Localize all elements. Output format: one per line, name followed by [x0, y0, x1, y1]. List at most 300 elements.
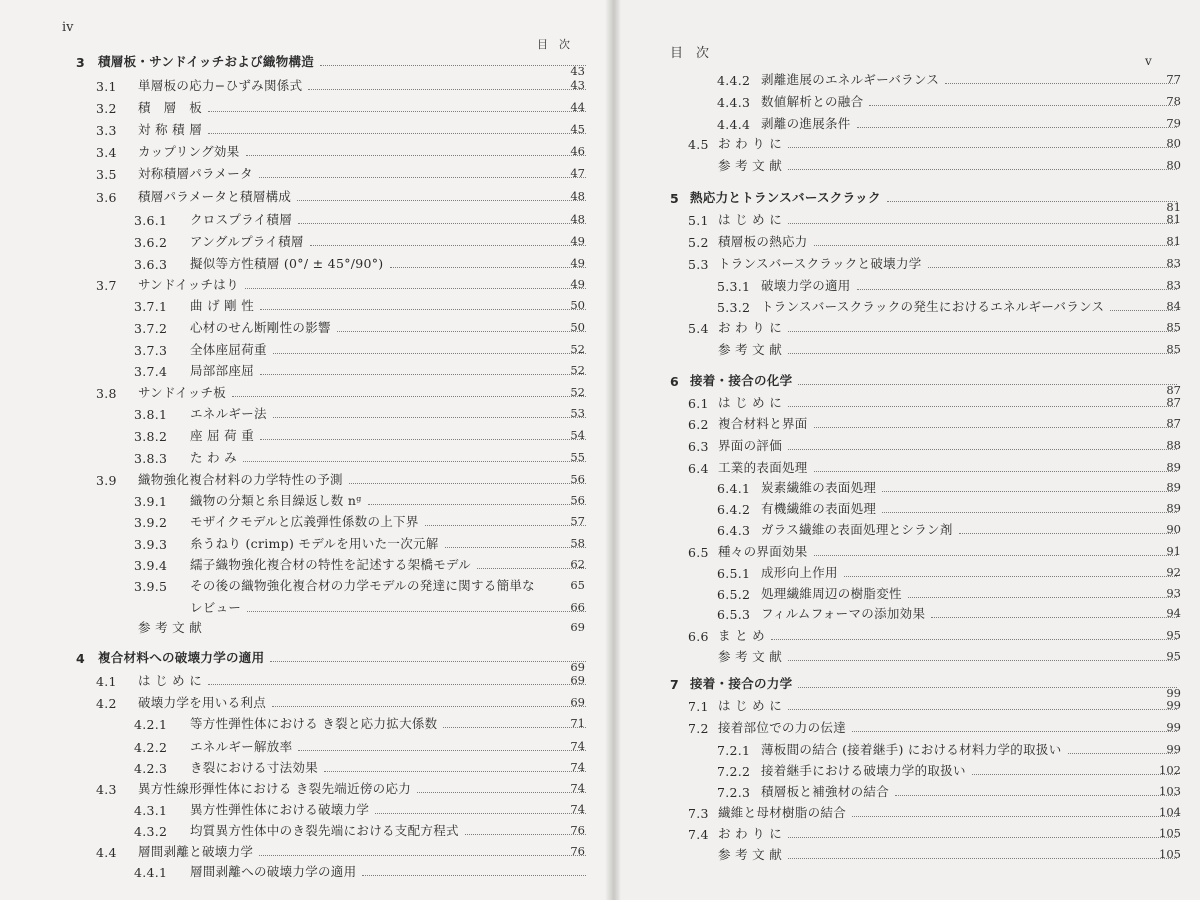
- toc-page-number: 74: [570, 739, 585, 753]
- toc-entry-title: 積層板と補強材の結合: [761, 784, 890, 799]
- toc-entry-title: サンドイッチはり: [138, 277, 239, 292]
- dot-leader: [908, 597, 1177, 598]
- toc-entry: [717, 110, 1177, 132]
- toc-entry-title: ま と め: [718, 628, 765, 643]
- toc-entry-number: 6.4.3: [717, 523, 751, 538]
- toc-page-number: 74: [570, 802, 585, 816]
- toc-entry: [134, 710, 586, 732]
- toc-entry: [688, 206, 1177, 228]
- toc-entry: [96, 183, 586, 205]
- toc-entry-number: 4.5: [688, 137, 709, 152]
- toc-entry-title: トランスバースクラックの発生におけるエネルギーバランス: [761, 299, 1105, 314]
- toc-entry-title: 薄板間の結合 (接着継手) における材料力学的取扱い: [761, 742, 1062, 757]
- dot-leader: [245, 288, 586, 289]
- toc-page-number: 54: [570, 428, 585, 442]
- toc-entry: [688, 250, 1177, 272]
- toc-entry-title: 成形向上作用: [761, 565, 838, 580]
- toc-page-number: 88: [1166, 438, 1181, 452]
- dot-leader: [272, 706, 586, 707]
- toc-entry: [96, 138, 586, 160]
- toc-page-number: 57: [570, 514, 585, 528]
- toc-entry: [134, 336, 586, 358]
- toc-entry: [96, 271, 586, 293]
- dot-leader: [247, 611, 586, 612]
- toc-entry: [717, 293, 1177, 315]
- toc-entry-title: た わ み: [190, 450, 237, 465]
- toc-entry-title: 積 層 板: [138, 100, 203, 115]
- toc-entry-number: 4.3: [96, 782, 117, 797]
- dot-leader: [788, 449, 1177, 450]
- toc-entry: [134, 228, 586, 250]
- toc-entry-title: 対 称 積 層: [138, 122, 203, 137]
- toc-entry-number: 3.7.2: [134, 321, 168, 336]
- dot-leader: [232, 396, 586, 397]
- dot-leader: [814, 427, 1177, 428]
- toc-entry-title: 織物の分類と糸目繰返し数 nᵍ: [190, 493, 362, 508]
- toc-page-number: 87: [1166, 395, 1181, 409]
- toc-page-number: 83: [1166, 256, 1181, 270]
- toc-entry-number: 7: [670, 677, 679, 692]
- dot-leader: [852, 816, 1177, 817]
- toc-entry: [688, 538, 1177, 560]
- toc-entry-number: 6.2: [688, 417, 709, 432]
- right-page: [621, 0, 1200, 900]
- toc-page-number: 53: [570, 406, 585, 420]
- toc-entry: [717, 600, 1177, 622]
- dot-leader: [320, 65, 586, 66]
- toc-page-number: 87: [1166, 383, 1181, 397]
- toc-page-number: 74: [570, 781, 585, 795]
- toc-page-number: 80: [1166, 136, 1181, 150]
- toc-entry-title: 対称積層パラメータ: [138, 166, 253, 181]
- toc-entry: [134, 487, 586, 509]
- toc-entry-number: 3.3: [96, 123, 117, 138]
- toc-page-number: 89: [1166, 480, 1181, 494]
- toc-page-number: 58: [570, 536, 585, 550]
- toc-entry-number: 3.6.3: [134, 257, 168, 272]
- toc-page-number: 69: [570, 620, 585, 634]
- toc-entry: [134, 754, 586, 776]
- dot-leader: [259, 177, 586, 178]
- toc-entry-number: 6.5.3: [717, 607, 751, 622]
- toc-page-number: 95: [1166, 628, 1181, 642]
- toc-entry-number: 3.7: [96, 278, 117, 293]
- toc-page-number: 89: [1166, 501, 1181, 515]
- toc-entry: [96, 466, 586, 488]
- toc-entry: [688, 714, 1177, 736]
- toc-entry: [134, 422, 586, 444]
- book-gutter: [605, 0, 621, 900]
- toc-entry-number: 7.4: [688, 827, 709, 842]
- toc-entry-title: 破壊力学の適用: [761, 278, 851, 293]
- toc-page-number: 79: [1166, 116, 1181, 130]
- toc-page-number: 90: [1166, 522, 1181, 536]
- toc-entry-number: 4.3.1: [134, 803, 168, 818]
- toc-entry-number: 3.8.2: [134, 429, 168, 444]
- toc-entry-number: 6.4.2: [717, 502, 751, 517]
- toc-entry: [717, 778, 1177, 800]
- toc-entry: [134, 733, 586, 755]
- toc-entry: [134, 314, 586, 336]
- dot-leader: [273, 417, 586, 418]
- toc-entry-title: その後の織物強化複合材の力学モデルの発達に関する簡単な: [190, 578, 535, 593]
- toc-entry: [688, 432, 1177, 454]
- toc-entry-title: 参 考 文 献: [718, 342, 783, 357]
- toc-page-number: 76: [570, 844, 585, 858]
- toc-page-number: 81: [1166, 234, 1181, 248]
- dot-leader: [208, 111, 586, 112]
- toc-entry-title: 座 屈 荷 重: [190, 428, 255, 443]
- dot-leader: [788, 169, 1177, 170]
- toc-entry: [717, 757, 1177, 779]
- dot-leader: [931, 617, 1177, 618]
- toc-entry-title: 参 考 文 献: [718, 158, 783, 173]
- dot-leader: [260, 309, 586, 310]
- toc-page-number: 92: [1166, 565, 1181, 579]
- toc-page-number: 77: [1166, 72, 1181, 86]
- dot-leader: [882, 512, 1177, 513]
- toc-entry-title: 参 考 文 献: [718, 847, 783, 862]
- toc-entry-title: 積層パラメータと積層構成: [138, 189, 292, 204]
- toc-page-number: 62: [570, 557, 585, 571]
- toc-entry-number: 7.1: [688, 699, 709, 714]
- toc-entry-number: 3.9.2: [134, 515, 168, 530]
- dot-leader: [308, 89, 586, 90]
- toc-entry: [717, 474, 1177, 496]
- toc-entry: [96, 160, 586, 182]
- toc-page-number: 52: [570, 342, 585, 356]
- toc-entry-number: 6.5.2: [717, 587, 751, 602]
- toc-page-number: 74: [570, 760, 585, 774]
- toc-entry: [688, 228, 1177, 250]
- toc-entry: [717, 66, 1177, 88]
- toc-entry-title: クロスプライ積層: [190, 212, 293, 227]
- dot-leader: [208, 684, 586, 685]
- toc-entry-number: 3.7.4: [134, 364, 168, 379]
- dot-leader: [798, 384, 1177, 385]
- toc-entry-title: 繊維と母材樹脂の結合: [718, 805, 847, 820]
- dot-leader: [857, 127, 1177, 128]
- toc-entry-number: 3.9.5: [134, 579, 168, 594]
- toc-entry-number: 3.1: [96, 79, 117, 94]
- toc-entry: [134, 858, 586, 880]
- dot-leader: [208, 133, 586, 134]
- toc-page-number: 47: [570, 166, 585, 180]
- dot-leader: [887, 201, 1177, 202]
- toc-entry-title: お わ り に: [718, 136, 783, 151]
- toc-entry: [76, 644, 586, 666]
- toc-entry: [670, 670, 1177, 692]
- dot-leader: [324, 771, 586, 772]
- toc-entry-title: 曲 げ 剛 性: [190, 298, 255, 313]
- toc-page-number: 94: [1166, 606, 1181, 620]
- toc-entry: [717, 580, 1177, 602]
- dot-leader: [260, 439, 586, 440]
- dot-leader: [814, 555, 1177, 556]
- dot-leader: [337, 331, 586, 332]
- toc-page-number: 52: [570, 385, 585, 399]
- toc-page-number: 69: [570, 673, 585, 687]
- toc-entry-title: エネルギー法: [190, 406, 267, 421]
- toc-entry-title: 参 考 文 献: [138, 620, 203, 635]
- dot-leader: [788, 406, 1177, 407]
- toc-entry-number: 3.7.3: [134, 343, 168, 358]
- toc-entry-title: お わ り に: [718, 320, 783, 335]
- toc-page-number: 43: [570, 64, 585, 78]
- toc-entry-title: アングルプライ積層: [190, 234, 304, 249]
- toc-page-number: 66: [570, 600, 585, 614]
- toc-entry-number: 4.4.4: [717, 117, 751, 132]
- dot-leader: [243, 461, 586, 462]
- toc-entry-number: 3.9.3: [134, 537, 168, 552]
- toc-entry-title: 界面の評価: [718, 438, 783, 453]
- toc-entry-title: カップリング効果: [138, 144, 240, 159]
- toc-page-number: 65: [570, 578, 585, 592]
- toc-entry: [717, 559, 1177, 581]
- toc-entry-number: 5.3.2: [717, 300, 751, 315]
- toc-entry-title: トランスバースクラックと破壊力学: [718, 256, 922, 271]
- dot-leader: [771, 639, 1177, 640]
- toc-entry: [688, 336, 1177, 358]
- toc-page-number: 99: [1166, 742, 1181, 756]
- dot-leader: [259, 855, 586, 856]
- toc-entry-title: 複合材料と界面: [718, 416, 808, 431]
- toc-entry-number: 6.4.1: [717, 481, 751, 496]
- toc-page-number: 89: [1166, 460, 1181, 474]
- toc-page-number: 95: [1166, 649, 1181, 663]
- toc-entry: [96, 379, 586, 401]
- toc-entry-number: 7.3: [688, 806, 709, 821]
- toc-entry: [96, 667, 586, 689]
- toc-entry-title: 異方性弾性体における破壊力学: [190, 802, 370, 817]
- toc-entry-number: 4.2: [96, 696, 117, 711]
- toc-entry-title: 数値解析との融合: [761, 94, 864, 109]
- toc-page-number: 105: [1159, 847, 1181, 861]
- running-head: 目 次: [670, 46, 710, 61]
- toc-entry-title: 処理繊維周辺の樹脂変性: [761, 586, 902, 601]
- running-head: 目 次: [537, 38, 570, 51]
- dot-leader: [788, 147, 1177, 148]
- toc-entry-title: 参 考 文 献: [718, 649, 783, 664]
- dot-leader: [788, 660, 1177, 661]
- toc-entry-number: 6: [670, 374, 679, 389]
- toc-entry: [96, 689, 586, 711]
- toc-entry-title: モザイクモデルと広義弾性係数の上下界: [190, 514, 419, 529]
- toc-entry-title: ガラス繊維の表面処理とシラン剤: [761, 522, 953, 537]
- dot-leader: [362, 875, 586, 876]
- toc-entry-title: エネルギー解放率: [190, 739, 293, 754]
- toc-page-number: 43: [570, 78, 585, 92]
- toc-page-number: 69: [570, 660, 585, 674]
- toc-entry-title: 繻子織物強化複合材の特性を記述する架橋モデル: [190, 557, 471, 572]
- toc-entry: [134, 444, 586, 466]
- toc-entry: [134, 250, 586, 272]
- toc-entry-number: 3: [76, 55, 85, 70]
- toc-entry: [688, 314, 1177, 336]
- toc-page-number: 46: [570, 144, 585, 158]
- toc-entry-title: は じ め に: [138, 673, 203, 688]
- toc-entry: [670, 367, 1177, 389]
- dot-leader: [959, 533, 1177, 534]
- toc-page-number: 103: [1159, 784, 1181, 798]
- dot-leader: [814, 245, 1177, 246]
- toc-entry-number: 3.9.4: [134, 558, 168, 573]
- toc-entry-number: 4.3.2: [134, 824, 168, 839]
- toc-entry: [134, 551, 586, 573]
- toc-entry: [134, 508, 586, 530]
- toc-entry-title: 剥離進展のエネルギーバランス: [761, 72, 940, 87]
- dot-leader: [310, 245, 586, 246]
- toc-entry-title: 複合材料への破壊力学の適用: [98, 650, 265, 665]
- toc-entry: [96, 72, 586, 94]
- toc-page-number: 105: [1159, 826, 1181, 840]
- toc-page-number: 48: [570, 212, 585, 226]
- dot-leader: [814, 471, 1177, 472]
- toc-entry-title: は じ め に: [718, 395, 783, 410]
- toc-entry-title: 異方性線形弾性体における き裂先端近傍の応力: [138, 781, 412, 796]
- toc-page-number: 102: [1159, 763, 1181, 777]
- toc-entry: [717, 88, 1177, 110]
- toc-page-number: 69: [570, 695, 585, 709]
- dot-leader: [857, 289, 1177, 290]
- toc-entry-title: 接着・接合の化学: [690, 373, 793, 388]
- toc-page-number: 56: [570, 472, 585, 486]
- toc-entry-number: 3.9.1: [134, 494, 168, 509]
- toc-entry: [688, 799, 1177, 821]
- toc-entry: [134, 400, 586, 422]
- toc-entry-number: 7.2.3: [717, 785, 751, 800]
- toc-entry: [134, 206, 586, 228]
- toc-entry-number: 4: [76, 651, 85, 666]
- toc-entry-number: 5: [670, 191, 679, 206]
- toc-entry: [688, 692, 1177, 714]
- toc-entry-title: 層間剥離への破壊力学の適用: [190, 864, 357, 879]
- toc-entry-title: は じ め に: [718, 212, 783, 227]
- toc-entry-title: 層間剥離と破壊力学: [138, 844, 254, 859]
- toc-entry-number: 4.4.3: [717, 95, 751, 110]
- toc-entry-number: 4.1: [96, 674, 117, 689]
- toc-entry-title: 有機繊維の表面処理: [761, 501, 877, 516]
- toc-page-number: 45: [570, 122, 585, 136]
- toc-entry-number: 6.6: [688, 629, 709, 644]
- toc-entry: [717, 495, 1177, 517]
- toc-entry-title: 破壊力学を用いる利点: [138, 695, 267, 710]
- toc-entry-title: 織物強化複合材料の力学特性の予測: [138, 472, 343, 487]
- toc-entry: [134, 292, 586, 314]
- toc-entry: [134, 796, 586, 818]
- toc-entry: [96, 838, 586, 860]
- toc-entry: [134, 530, 586, 552]
- toc-entry-title: は じ め に: [718, 698, 783, 713]
- toc-page-number: 78: [1166, 94, 1181, 108]
- toc-entry-number: 3.8.3: [134, 451, 168, 466]
- toc-entry: [134, 572, 586, 594]
- toc-entry-title: 等方性弾性体における き裂と応力拡大係数: [190, 716, 438, 731]
- toc-entry-number: 3.9: [96, 473, 117, 488]
- toc-entry: [670, 184, 1177, 206]
- toc-entry-number: 5.4: [688, 321, 709, 336]
- dot-leader: [844, 576, 1177, 577]
- toc-entry: [717, 736, 1177, 758]
- toc-entry: [688, 130, 1177, 152]
- dot-leader: [298, 223, 586, 224]
- toc-entry-title: 局部部座屈: [190, 363, 255, 378]
- toc-page-number: 50: [570, 320, 585, 334]
- toc-entry-title: お わ り に: [718, 826, 783, 841]
- toc-entry-number: 4.2.3: [134, 761, 168, 776]
- toc-entry-title: 接着部位での力の伝達: [718, 720, 847, 735]
- dot-leader: [972, 774, 1177, 775]
- toc-entry-number: 4.4.1: [134, 865, 168, 880]
- toc-entry: [134, 817, 586, 839]
- toc-page-number: 85: [1166, 320, 1181, 334]
- toc-entry-number: 6.5.1: [717, 566, 751, 581]
- dot-leader: [788, 858, 1177, 859]
- toc-page-number: 83: [1166, 278, 1181, 292]
- toc-entry-number: 5.3.1: [717, 279, 751, 294]
- toc-entry: [96, 614, 586, 636]
- toc-entry-number: 7.2.2: [717, 764, 751, 779]
- toc-entry-number: 7.2: [688, 721, 709, 736]
- toc-entry-title: 工業的表面処理: [718, 460, 808, 475]
- toc-page-number: 52: [570, 363, 585, 377]
- dot-leader: [882, 491, 1177, 492]
- toc-entry-number: 3.6: [96, 190, 117, 205]
- toc-entry-number: 6.5: [688, 545, 709, 560]
- toc-entry: [688, 152, 1177, 174]
- toc-entry-title: フィルムフォーマの添加効果: [761, 606, 926, 621]
- toc-entry-number: 3.2: [96, 101, 117, 116]
- toc-page-number: 80: [1166, 158, 1181, 172]
- page-number: iv: [62, 20, 74, 35]
- toc-entry-number: 3.4: [96, 145, 117, 160]
- toc-entry: [96, 94, 586, 116]
- toc-entry-number: 3.5: [96, 167, 117, 182]
- toc-page-number: 99: [1166, 720, 1181, 734]
- toc-page-number: 81: [1166, 212, 1181, 226]
- dot-leader: [260, 374, 586, 375]
- toc-entry-number: 3.8.1: [134, 407, 168, 422]
- toc-entry-number: 4.2.2: [134, 740, 168, 755]
- toc-entry: [717, 272, 1177, 294]
- toc-entry: [688, 410, 1177, 432]
- toc-entry-number: 5.3: [688, 257, 709, 272]
- dot-leader: [349, 483, 586, 484]
- toc-entry-title: 糸うねり (crimp) モデルを用いた一次元解: [190, 536, 439, 551]
- toc-entry-number: 6.4: [688, 461, 709, 476]
- toc-entry-number: 3.7.1: [134, 299, 168, 314]
- dot-leader: [895, 795, 1177, 796]
- toc-entry-title: 均質異方性体中のき裂先端における支配方程式: [190, 823, 459, 838]
- toc-page-number: 55: [570, 450, 585, 464]
- toc-entry-title: 接着・接合の力学: [690, 676, 793, 691]
- toc-page-number: 85: [1166, 342, 1181, 356]
- toc-entry-title: 全体座屈荷重: [190, 342, 267, 357]
- toc-entry-number: 3.6.1: [134, 213, 168, 228]
- toc-entry: [717, 516, 1177, 538]
- page-number: v: [1145, 54, 1152, 68]
- toc-entry: [688, 820, 1177, 842]
- toc-page-number: 84: [1166, 299, 1181, 313]
- toc-entry: [96, 116, 586, 138]
- toc-entry: [688, 454, 1177, 476]
- toc-page-number: 99: [1166, 686, 1181, 700]
- dot-leader: [297, 200, 586, 201]
- toc-entry-title: 積層板・サンドイッチおよび織物構造: [98, 54, 315, 69]
- toc-entry-title: 熱応力とトランスバースクラック: [690, 190, 881, 205]
- toc-entry-title: 剥離の進展条件: [761, 116, 851, 131]
- dot-leader: [788, 837, 1177, 838]
